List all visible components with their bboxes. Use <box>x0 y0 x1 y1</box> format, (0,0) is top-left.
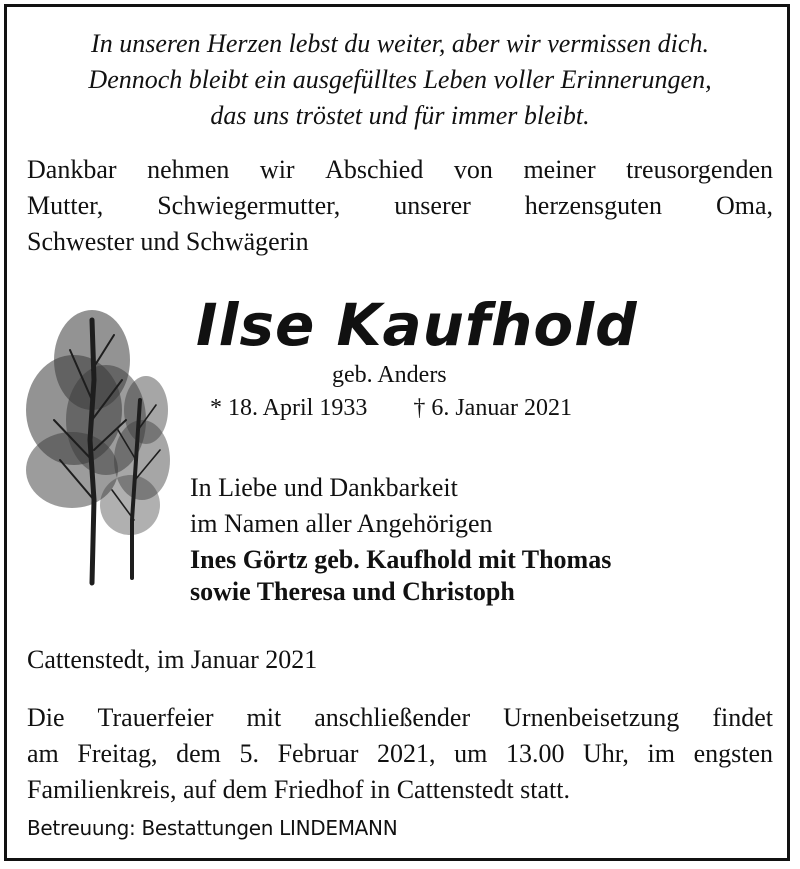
ceremony-info <box>27 700 773 808</box>
place-date: Cattenstedt, im Januar 2021 <box>27 645 318 674</box>
poem-line: Dennoch bleibt ein ausgefülltes Leben voller Erinnerungen, <box>88 65 712 94</box>
mourners-line: im Namen aller Angehörigen <box>190 509 493 538</box>
funeral-service: Betreuung: Bestattungen LINDEMANN <box>27 816 398 840</box>
tree-illustration <box>14 300 174 590</box>
poem-line: das uns tröstet und für immer bleibt. <box>210 101 590 130</box>
farewell-line: Dankbar nehmen wir Abschied von meiner treusorgenden <box>27 155 773 184</box>
farewell-line: Mutter, Schwiegermutter, unserer herzensguten Oma, <box>27 191 773 220</box>
death-date: † 6. Januar 2021 <box>413 395 572 421</box>
mourners-line: In Liebe und Dankbarkeit <box>190 473 458 502</box>
farewell-text <box>27 152 773 260</box>
ceremony-line: Familienkreis, auf dem Friedhof in Cattenstedt statt. <box>27 775 571 804</box>
ceremony-line: am Freitag, dem 5. Februar 2021, um 13.00 Uhr, im engsten <box>27 739 773 768</box>
mourners-intro <box>190 470 493 542</box>
family-names <box>190 544 611 608</box>
birth-date: * 18. April 1933 <box>210 395 368 421</box>
family-line: sowie Theresa und Christoph <box>190 577 515 606</box>
maiden-name: geb. Anders <box>332 362 447 388</box>
family-line: Ines Görtz geb. Kaufhold mit Thomas <box>190 545 612 574</box>
poem <box>10 26 790 134</box>
farewell-line: Schwester und Schwägerin <box>27 227 309 256</box>
ceremony-line: Die Trauerfeier mit anschließender Urnenbeisetzung findet <box>27 703 773 732</box>
poem-line: In unseren Herzen lebst du weiter, aber wir vermissen dich. <box>91 29 709 58</box>
deceased-name: Ilse Kaufhold <box>196 291 638 359</box>
life-dates <box>210 393 572 423</box>
